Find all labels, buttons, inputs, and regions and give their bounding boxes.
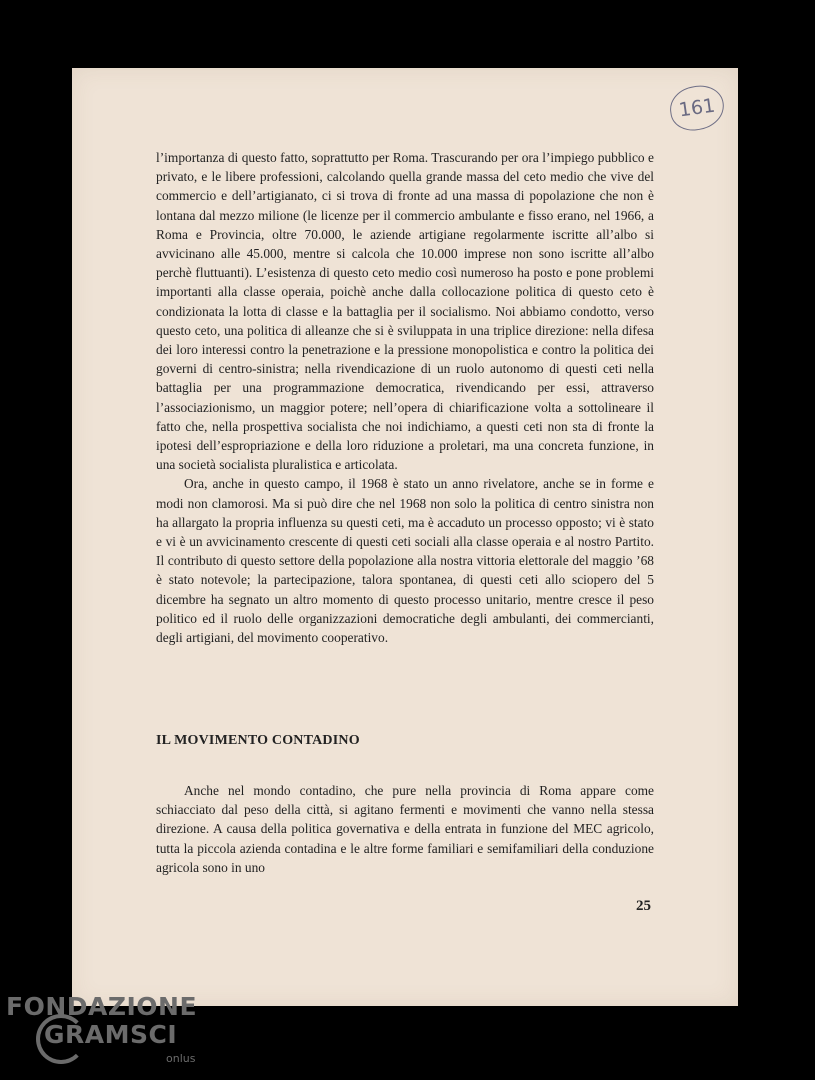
section-text bbox=[156, 781, 654, 877]
logo-line1: FONDAZIONE bbox=[6, 992, 198, 1021]
page-number: 25 bbox=[636, 898, 651, 914]
logo-subtitle: onlus bbox=[166, 1052, 196, 1065]
paragraph-1: l’importanza di questo fatto, soprattutto per Roma. Trascurando per ora l’impiego pubblico e privato, e le libere professioni, calcolando quella grande massa del ceto medio che vive del commercio e dell’artigianato, ci si trova di fronte ad una massa di popolazione che non è lontana dal mezzo milione (le licenze per il commercio ambulante e fisso erano, nel 1966, a Roma e Provincia, oltre 70.000, le aziende artigiane regolarmente iscritte all’albo si avvicinano alle 45.000, mentre si calcola che 10.000 imprese non sono iscritte all’albo perchè fluttuanti). L’esistenza di questo ceto medio così numeroso ha posto e pone problemi importanti alla classe operaia, poichè anche dalla collocazione politica di questo ceto è condizionata la lotta di classe e la battaglia per il socialismo. Noi abbiamo condotto, verso questo ceto, una politica di alleanze che si è sviluppata in una triplice direzione: nella difesa dei loro interessi contro la penetrazione e la pressione monopolistica e contro la politica dei governi di centro-sinistra; nella rivendicazione di un ruolo autonomo di questi ceti nella battaglia per una programmazione democratica, rivendicando per essi, attraverso l’associazionismo, un maggior potere; nell’opera di chiarificazione volta a sottolineare il fatto che, nella prospettiva socialista che noi indichiamo, a questi ceti non sta di fronte la ipotesi dell’espropriazione e della loro riduzione a proletari, ma una concreta funzione, in una società socialista pluralistica e articolata. bbox=[156, 150, 654, 473]
logo-line2: GRAMSCI bbox=[44, 1020, 178, 1049]
document-page bbox=[72, 68, 738, 1006]
body-text bbox=[156, 148, 654, 647]
paragraph-2: Ora, anche in questo campo, il 1968 è stato un anno rivelatore, anche se in forme e modi non clamorosi. Ma si può dire che nel 1968 non solo la politica di centro sinistra non ha allargato la propria influenza su questi ceti, ma è accaduto un processo opposto; vi è stato e vi è un avvicinamento crescente di questi ceti sociali alla classe operaia e al nostro Partito. Il contributo di questo settore della popolazione alla nostra vittoria elettorale del maggio ’68 è stato notevole; la partecipazione, talora spontanea, di questi ceti allo sciopero del 5 dicembre ha segnato un altro momento di questo processo unitario, mentre cresce il peso politico ed il ruolo delle organizzazioni democratiche degli ambulanti, dei commercianti, degli artigiani, del movimento cooperativo. bbox=[156, 476, 654, 646]
fondazione-gramsci-watermark-logo bbox=[6, 992, 206, 1074]
section-heading: IL MOVIMENTO CONTADINO bbox=[156, 733, 360, 748]
section-paragraph: Anche nel mondo contadino, che pure nella provincia di Roma appare come schiacciato dal peso della città, si agitano fermenti e movimenti che vanno nella stessa direzione. A causa della politica governativa e della entrata in funzione del MEC agricolo, tutta la piccola azienda contadina e le altre forme familiari e semifamiliari della conduzione agricola sono in uno bbox=[156, 783, 654, 875]
handwritten-folio-number: 161 bbox=[667, 82, 727, 133]
